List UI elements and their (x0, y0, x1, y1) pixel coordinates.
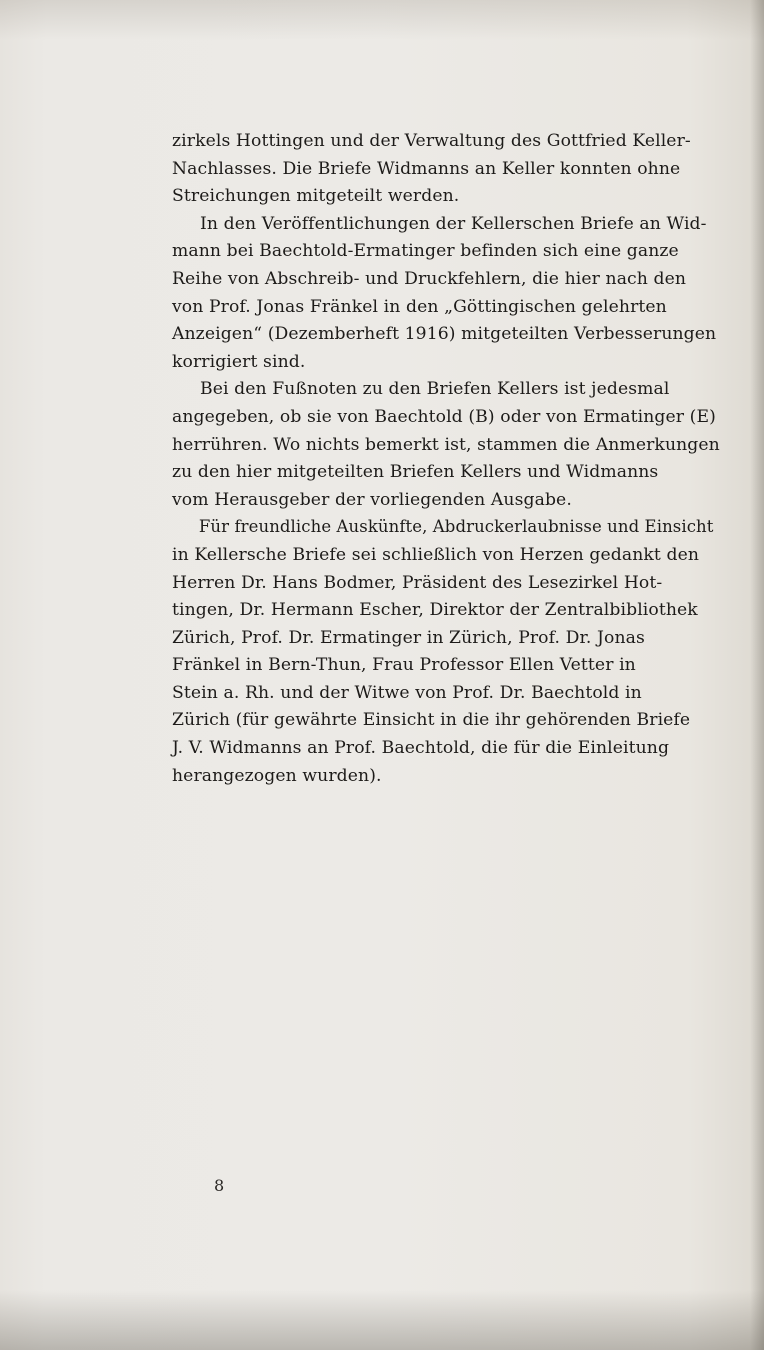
text-line: Herren Dr. Hans Bodmer, Präsident des Lesezirkel Hot- (172, 572, 663, 593)
text-line: angegeben, ob sie von Baechtold (B) oder von Ermatinger (E) (172, 406, 716, 427)
text-line: zirkels Hottingen und der Verwaltung des Gottfried Keller- (172, 131, 691, 151)
page-number: 8 (214, 1176, 225, 1195)
text-line: Anzeigen“ (Dezemberheft 1916) mitgeteilten Verbesserungen (172, 324, 717, 345)
page-edge-shadow (750, 0, 764, 1350)
text-line: in Kellersche Briefe sei schließlich von Herzen gedankt den (172, 544, 700, 565)
text-line: In den Veröffentlichungen der Kellerschen Briefe an Wid- (200, 213, 707, 234)
text-line: zu den hier mitgeteilten Briefen Kellers und Widmanns (172, 462, 659, 483)
text-line: Nachlasses. Die Briefe Widmanns an Keller konnten ohne (172, 158, 681, 179)
text-line: mann bei Baechtold-Ermatinger befinden sich eine ganze (172, 241, 679, 262)
text-line: herrühren. Wo nichts bemerkt ist, stammen die Anmerkungen (172, 434, 720, 455)
body-text (172, 128, 740, 790)
text-line: Für freundliche Auskünfte, Abdruckerlaubnisse und Einsicht (198, 517, 714, 538)
paragraph-1 (172, 128, 740, 211)
text-line: Stein a. Rh. und der Witwe von Prof. Dr. Baechtold in (172, 682, 642, 703)
text-line: Bei den Fußnoten zu den Briefen Kellers ist jedesmal (200, 379, 670, 400)
page-shadow-top (0, 0, 764, 40)
text-line: J. V. Widmanns an Prof. Baechtold, die für die Einleitung (172, 738, 670, 759)
paragraph-4 (172, 514, 740, 790)
text-line: Zürich (für gewährte Einsicht in die ihr gehörenden Briefe (172, 710, 691, 731)
text-line: korrigiert sind. (172, 351, 306, 372)
text-line: Reihe von Abschreib- und Druckfehlern, die hier nach den (172, 268, 687, 289)
text-line: von Prof. Jonas Fränkel in den „Göttingischen gelehrten (172, 296, 667, 317)
paragraph-3 (172, 376, 740, 514)
text-line: tingen, Dr. Hermann Escher, Direktor der Zentralbibliothek (172, 600, 698, 621)
text-line: Fränkel in Bern-Thun, Frau Professor Ellen Vetter in (172, 655, 636, 676)
paragraph-2 (172, 211, 740, 377)
text-line: Zürich, Prof. Dr. Ermatinger in Zürich, Prof. Dr. Jonas (172, 627, 645, 648)
page-shadow-bottom (0, 1290, 764, 1350)
text-line: vom Herausgeber der vorliegenden Ausgabe. (172, 489, 572, 510)
text-line: Streichungen mitgeteilt werden. (172, 186, 460, 207)
text-line: herangezogen wurden). (172, 765, 382, 786)
